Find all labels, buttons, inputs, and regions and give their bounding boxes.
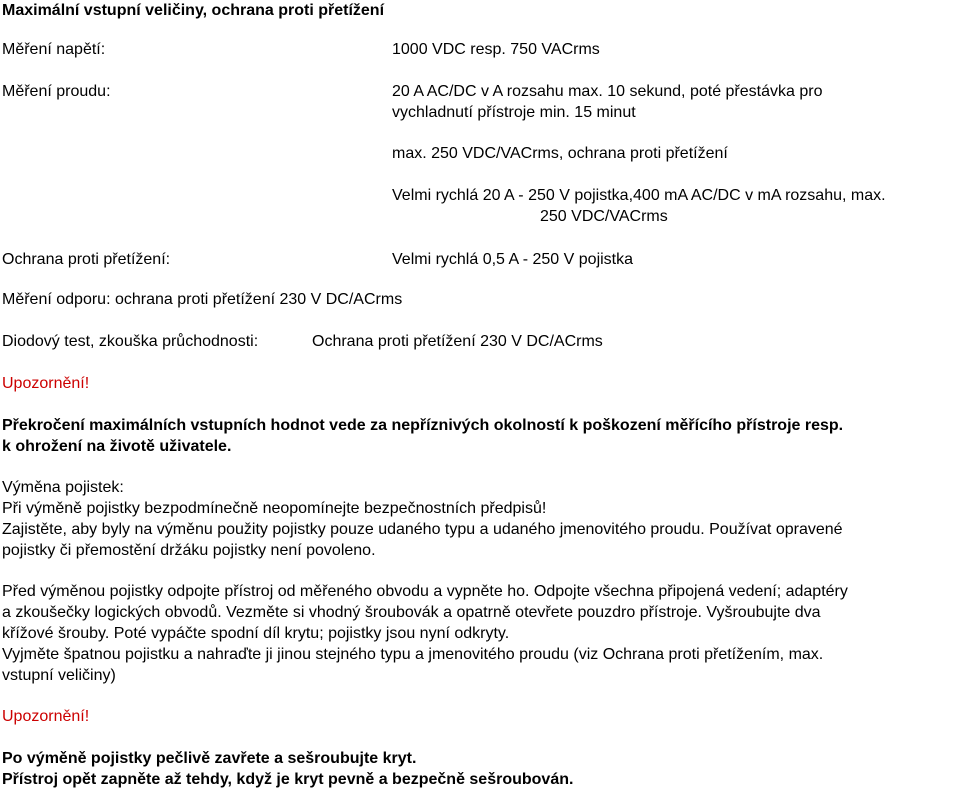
warning-text-line1: Překročení maximálních vstupních hodnot vede za nepříznivých okolností k poškození měřícího přístroje resp. [2, 417, 844, 434]
fuse-replacement-line3: pojistky či přemostění držáku pojistky není povoleno. [2, 542, 376, 559]
procedure-line2: a zkoušečky logických obvodů. Vezměte si vhodný šroubovák a opatrně otevřete pouzdro přístroje. Vyšroubujte dva [2, 604, 821, 621]
current-value-line1: 20 A AC/DC v A rozsahu max. 10 sekund, poté přestávka pro [392, 83, 823, 100]
overload-value: Velmi rychlá 0,5 A - 250 V pojistka [392, 251, 634, 268]
resistance-line: Měření odporu: ochrana proti přetížení 230 V DC/ACrms [2, 291, 403, 308]
page-heading: Maximální vstupní veličiny, ochrana proti přetížení [2, 2, 385, 19]
current-value-line2: vychladnutí přístroje min. 15 minut [392, 104, 636, 121]
procedure-line5: vstupní veličiny) [2, 667, 116, 684]
current-label: Měření proudu: [2, 83, 111, 100]
diode-value: Ochrana proti přetížení 230 V DC/ACrms [312, 333, 603, 350]
warning2-text-line2: Přístroj opět zapněte až tehdy, když je kryt pevně a bezpečně sešroubován. [2, 771, 574, 788]
fuse-replacement-line1: Při výměně pojistky bezpodmínečně neopomínejte bezpečnostních předpisů! [2, 500, 547, 517]
warning-title: Upozornění! [2, 375, 90, 392]
overload-label: Ochrana proti přetížení: [2, 251, 171, 268]
warning2-text-line1: Po výměně pojistky pečlivě zavřete a sešroubujte kryt. [2, 750, 417, 767]
procedure-line1: Před výměnou pojistky odpojte přístroj od měřeného obvodu a vypněte ho. Odpojte všechna připojená vedení; adaptéry [2, 583, 848, 600]
fuse-replacement-line2: Zajistěte, aby byly na výměnu použity pojistky pouze udaného typu a udaného jmenovitého proudu. Používat opravené [2, 521, 843, 538]
voltage-label: Měření napětí: [2, 41, 106, 58]
fuse1-line2: 250 VDC/VACrms [540, 208, 668, 225]
procedure-line4: Vyjměte špatnou pojistku a nahraďte ji jinou stejného typu a jmenovitého proudu (viz Ochrana proti přetížením, max. [2, 646, 824, 663]
warning-text-line2: k ohrožení na životě uživatele. [2, 438, 232, 455]
voltage-value: 1000 VDC resp. 750 VACrms [392, 41, 600, 58]
procedure-line3: křížové šrouby. Poté vypáčte spodní díl krytu; pojistky jsou nyní odkryty. [2, 625, 510, 642]
diode-label: Diodový test, zkouška průchodnosti: [2, 333, 259, 350]
warning2-title: Upozornění! [2, 708, 90, 725]
fuse-replacement-heading: Výměna pojistek: [2, 479, 124, 496]
current-max-line: max. 250 VDC/VACrms, ochrana proti přetížení [392, 145, 728, 162]
fuse1-line1: Velmi rychlá 20 A - 250 V pojistka,400 mA AC/DC v mA rozsahu, max. [392, 187, 886, 204]
